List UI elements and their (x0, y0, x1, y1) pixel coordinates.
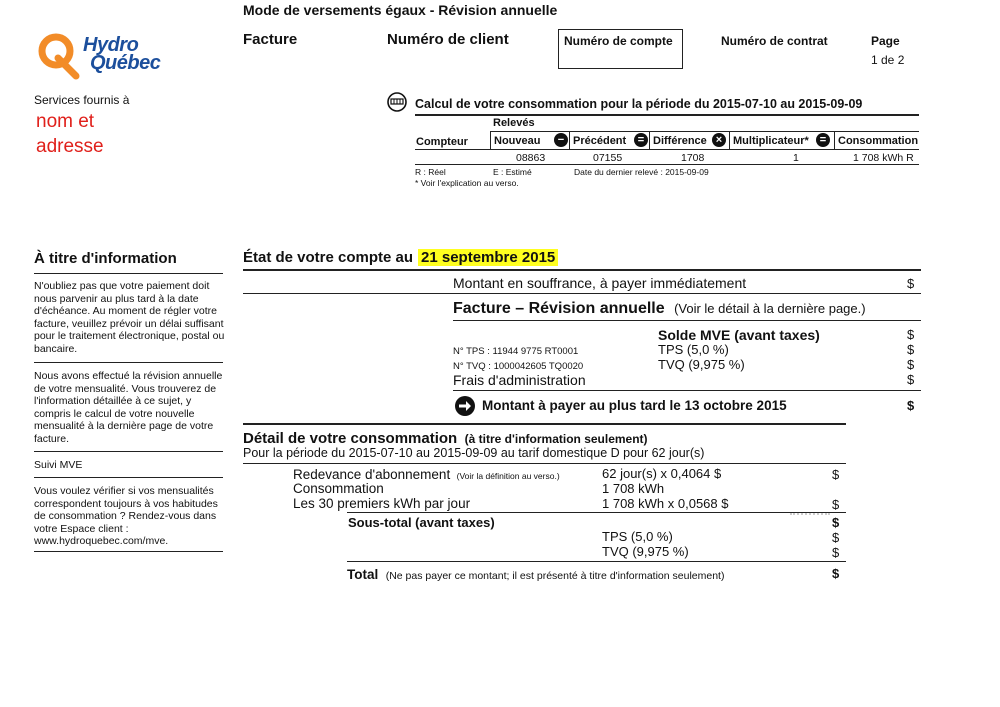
value-difference: 1708 (681, 152, 705, 164)
total-label: Total (347, 567, 379, 582)
releves-label: Relevés (493, 117, 535, 129)
equals-circle-icon: = (816, 133, 830, 147)
consumption-title: Calcul de votre consommation pour la période du 2015-07-10 au 2015-09-09 (415, 97, 863, 111)
subtotal-dollar: $ (832, 515, 840, 530)
overdue-amount-label: Montant en souffrance, à payer immédiatement (453, 275, 747, 291)
value-consommation: 1 708 kWh R (853, 152, 914, 164)
services-label: Services fournis à (34, 93, 130, 107)
col-precedent: Précédent (573, 135, 627, 147)
facture-label: Facture (243, 31, 298, 48)
account-number-label: Numéro de compte (564, 34, 673, 48)
redevance-note: (Voir la définition au verso.) (456, 471, 560, 481)
info-paragraph-revision: Nous avons effectué la révision annuelle de votre mensualité. Vous trouverez de l'information détaillée à ce sujet, y compris le calcul de votre nouvelle mensualité à la dernière page de votre facture. (34, 370, 223, 445)
premiers-kwh-calc: 1 708 kWh x 0,0568 $ (602, 496, 729, 511)
bill-review-title: Facture – Révision annuelle (453, 300, 665, 317)
note-estime: E : Estimé (493, 167, 532, 177)
solde-dollar: $ (907, 327, 915, 342)
total-row (347, 566, 724, 584)
document-title: Mode de versements égaux - Révision annuelle (243, 2, 558, 18)
tps-dollar: $ (907, 342, 915, 357)
times-circle-icon: × (712, 133, 726, 147)
overdue-dollar: $ (907, 276, 915, 291)
bill-review-note: (Voir le détail à la dernière page.) (674, 301, 866, 316)
tps-registration: N° TPS : 11944 9775 RT0001 (453, 346, 579, 357)
col-multiplicateur: Multiplicateur* (733, 135, 809, 147)
logo-q-icon (36, 32, 84, 80)
info-paragraph-payment: N'oubliez pas que votre paiement doit nous parvenir au plus tard à la date d'échéance. Au moment de régler votre facture, veuillez prévoir un délai suffisant pour le traitement électronique, postal ou bancaire. (34, 280, 225, 355)
detail-title: Détail de votre consommation (243, 430, 458, 447)
solde-mve-label: Solde MVE (avant taxes) (658, 327, 820, 343)
note-see-back: * Voir l'explication au verso. (415, 178, 519, 188)
value-multiplicateur: 1 (793, 152, 799, 164)
customer-name: nom et (36, 111, 95, 132)
amount-due-label: Montant à payer au plus tard le 13 octobre 2015 (482, 398, 787, 413)
bill-section-header (453, 300, 866, 318)
subtotal-label: Sous-total (avant taxes) (348, 515, 495, 530)
total-dollar: $ (832, 566, 840, 581)
equals-circle-icon: = (634, 133, 648, 147)
statement-date: 21 septembre 2015 (418, 249, 558, 266)
info-title: À titre d'information (34, 250, 177, 267)
admin-fees-dollar: $ (907, 372, 915, 387)
account-status-title: État de votre compte au (243, 249, 414, 266)
tvq-dollar: $ (907, 357, 915, 372)
arrow-right-circle-icon (455, 396, 475, 416)
minus-circle-icon: − (554, 133, 568, 147)
client-number-label: Numéro de client (387, 31, 509, 48)
logo-text-hydro: Hydro (83, 34, 139, 56)
col-nouveau: Nouveau (494, 135, 541, 147)
redevance-dollar: $ (832, 467, 840, 482)
premiers-kwh-label: Les 30 premiers kWh par jour (293, 496, 471, 511)
compteur-label: Compteur (416, 136, 468, 148)
col-consommation: Consommation (838, 135, 919, 147)
redevance-label: Redevance d'abonnement (293, 467, 451, 482)
hydro-quebec-logo (36, 32, 186, 80)
info-paragraph-verify: Vous voulez vérifier si vos mensualités correspondent toujours à vos habitudes de consommation ? Rendez-vous dans votre Espace client : www.hydroquebec.com/mve. (34, 485, 218, 547)
detail-tvq-label: TVQ (9,975 %) (602, 544, 689, 559)
page-value: 1 de 2 (871, 53, 905, 67)
tvq-registration: N° TVQ : 1000042605 TQ0020 (453, 361, 584, 372)
meter-icon (386, 92, 408, 112)
detail-period: Pour la période du 2015-07-10 au 2015-09-09 au tarif domestique D pour 62 jour(s) (243, 446, 705, 460)
subtotal-faint-dots (790, 513, 830, 515)
detail-tps-dollar: $ (832, 530, 840, 545)
note-last-reading: Date du dernier relevé : 2015-09-09 (574, 167, 709, 177)
note-reel: R : Réel (415, 167, 446, 177)
total-note: (Ne pas payer ce montant; il est présenté à titre d'information seulement) (385, 570, 725, 582)
logo-text-quebec: Québec (90, 52, 161, 74)
col-difference: Différence (653, 135, 707, 147)
consommation-calc: 1 708 kWh (602, 481, 665, 496)
page-label: Page (871, 34, 900, 48)
premiers-kwh-dollar: $ (832, 497, 840, 512)
value-nouveau: 08863 (516, 152, 546, 164)
detail-tvq-dollar: $ (832, 545, 840, 560)
contract-number-label: Numéro de contrat (721, 34, 828, 48)
admin-fees-label: Frais d'administration (453, 372, 586, 388)
consommation-label: Consommation (293, 481, 384, 496)
customer-address: adresse (36, 136, 104, 157)
info-suivi-mve: Suivi MVE (34, 459, 83, 471)
tvq-label: TVQ (9,975 %) (658, 357, 745, 372)
value-precedent: 07155 (593, 152, 623, 164)
detail-title-note: (à titre d'information seulement) (464, 432, 648, 446)
detail-tps-label: TPS (5,0 %) (602, 529, 673, 544)
amount-due-dollar: $ (907, 398, 915, 413)
tps-label: TPS (5,0 %) (658, 342, 729, 357)
redevance-calc: 62 jour(s) x 0,4064 $ (602, 466, 722, 481)
